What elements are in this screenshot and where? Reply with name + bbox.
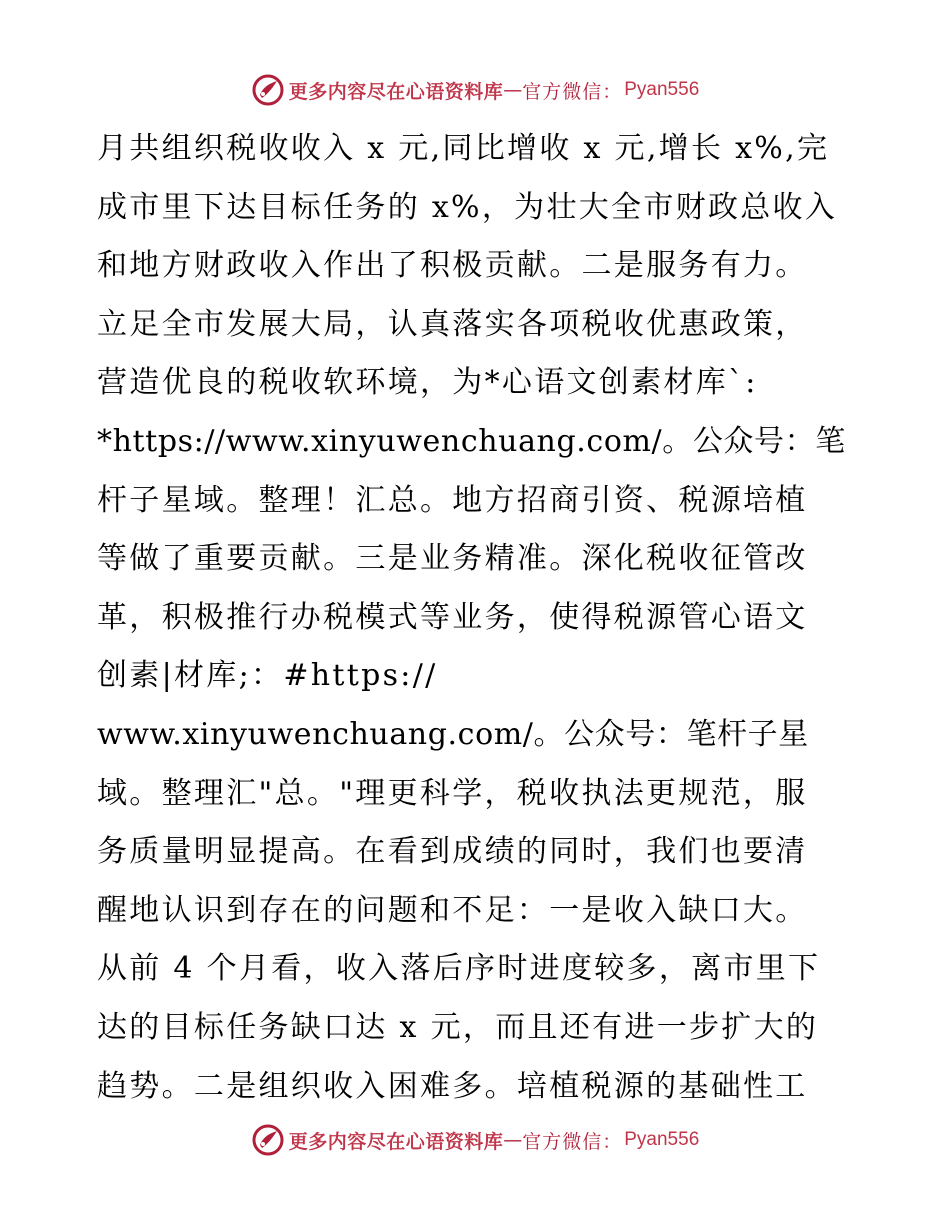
body-line-17: 趋势。二是组织收入困难多。培植税源的基础性工	[97, 1068, 808, 1104]
banner-separator: —	[503, 79, 523, 101]
banner-main-text: 更多内容尽在心语资料库	[288, 80, 504, 103]
banner-main-text: 更多内容尽在心语资料库	[288, 1130, 504, 1153]
banner-sub-text: 官方微信：	[522, 1130, 623, 1153]
body-line-2: 成市里下达目标任务的 x%，为壮大全市财政总收入	[97, 189, 838, 225]
body-line-1: 月共组织税收收入 x 元,同比增收 x 元,增长 x%,完	[97, 131, 830, 166]
header-banner	[0, 70, 950, 110]
banner-wechat-id: Pyan556	[624, 1129, 700, 1150]
body-line-11: www.xinyuwenchuang.com/。公众号：笔杆子星	[97, 716, 809, 752]
body-line-15: 从前 4 个月看，收入落后序时进度较多，离市里下	[97, 951, 821, 987]
brand-logo-icon	[251, 1123, 285, 1157]
body-line-8: 等做了重要贡献。三是业务精准。深化税收征管改	[97, 541, 808, 577]
banner-separator: —	[503, 1129, 523, 1151]
body-line-9: 革，积极推行办税模式等业务，使得税源管心语文	[97, 599, 808, 635]
body-line-13: 务质量明显提高。在看到成绩的同时，我们也要清	[97, 834, 808, 870]
banner-sub-text: 官方微信：	[522, 80, 623, 103]
body-line-7: 杆子星域。整理！汇总。地方招商引资、税源培植	[97, 482, 808, 518]
body-line-16: 达的目标任务缺口达 x 元，而且还有进一步扩大的	[97, 1009, 819, 1045]
body-line-4: 立足全市发展大局，认真落实各项税收优惠政策，	[97, 306, 808, 342]
banner-wechat-id: Pyan556	[624, 79, 700, 100]
body-line-14: 醒地认识到存在的问题和不足：一是收入缺口大。	[97, 892, 808, 928]
body-line-12: 域。整理汇"总。"理更科学，税收执法更规范，服	[97, 775, 808, 811]
body-line-5: 营造优良的税收软环境，为*心语文创素材库`:	[97, 365, 758, 401]
document-body	[97, 120, 877, 1116]
body-line-10: 创素|材库;：#https://	[97, 658, 438, 694]
footer-banner	[0, 1120, 950, 1160]
body-line-6: *https://www.xinyuwenchuang.com/。公众号：笔	[97, 423, 846, 459]
brand-logo-icon	[251, 73, 285, 107]
body-line-3: 和地方财政收入作出了积极贡献。二是服务有力。	[97, 248, 808, 284]
